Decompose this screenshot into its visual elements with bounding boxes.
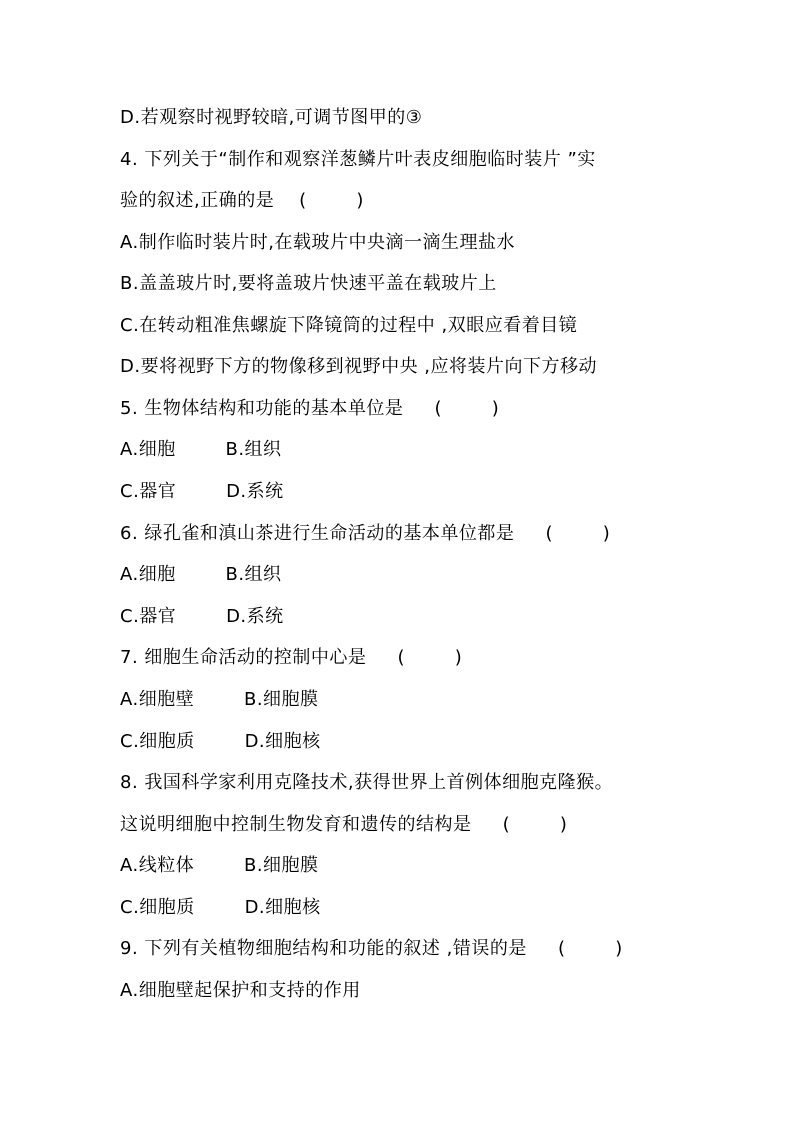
question-5-options-ab: A.细胞 B.组织 bbox=[120, 439, 282, 460]
question-4-option-b: B.盖盖玻片时,要将盖玻片快速平盖在载玻片上 bbox=[120, 273, 497, 294]
question-4-option-a: A.制作临时装片时,在载玻片中央滴一滴生理盐水 bbox=[120, 232, 515, 253]
question-6-stem: 6. 绿孔雀和滇山茶进行生命活动的基本单位都是 ( ) bbox=[120, 523, 611, 544]
option-d-q3: D.若观察时视野较暗,可调节图甲的③ bbox=[120, 107, 423, 128]
question-7-options-cd: C.细胞质 D.细胞核 bbox=[120, 731, 321, 752]
question-8-options-ab: A.线粒体 B.细胞膜 bbox=[120, 855, 319, 876]
question-4-option-c: C.在转动粗准焦螺旋下降镜筒的过程中 ,双眼应看着目镜 bbox=[120, 315, 578, 336]
question-8-stem-line-1: 8. 我国科学家利用克隆技术,获得世界上首例体细胞克隆猴。 bbox=[120, 772, 614, 793]
question-5-options-cd: C.器官 D.系统 bbox=[120, 481, 284, 502]
question-4-stem-line-2: 验的叙述,正确的是 ( ) bbox=[120, 190, 364, 211]
question-8-options-cd: C.细胞质 D.细胞核 bbox=[120, 897, 321, 918]
question-6-options-cd: C.器官 D.系统 bbox=[120, 606, 284, 627]
question-4-stem-line-1: 4. 下列关于“制作和观察洋葱鳞片叶表皮细胞临时装片 ”实 bbox=[120, 149, 596, 170]
question-8-stem-line-2: 这说明细胞中控制生物发育和遗传的结构是 ( ) bbox=[120, 814, 568, 835]
question-5-stem: 5. 生物体结构和功能的基本单位是 ( ) bbox=[120, 398, 500, 419]
question-9-stem: 9. 下列有关植物细胞结构和功能的叙述 ,错误的是 ( ) bbox=[120, 938, 623, 959]
question-9-option-a: A.细胞壁起保护和支持的作用 bbox=[120, 980, 361, 1001]
question-7-options-ab: A.细胞壁 B.细胞膜 bbox=[120, 689, 319, 710]
question-4-option-d: D.要将视野下方的物像移到视野中央 ,应将装片向下方移动 bbox=[120, 356, 598, 377]
question-7-stem: 7. 细胞生命活动的控制中心是 ( ) bbox=[120, 647, 463, 668]
question-6-options-ab: A.细胞 B.组织 bbox=[120, 564, 282, 585]
